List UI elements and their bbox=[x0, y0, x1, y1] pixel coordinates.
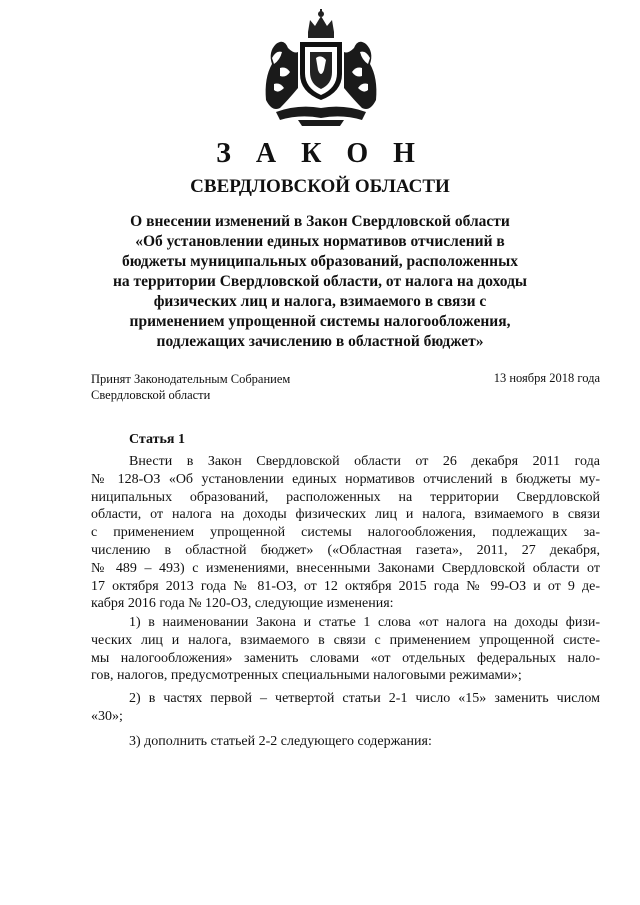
document-region-subtitle: СВЕРДЛОВСКОЙ ОБЛАСТИ bbox=[190, 176, 450, 197]
adoption-date: 13 ноября 2018 года bbox=[493, 371, 600, 385]
adopted-by-line: Свердловской области bbox=[91, 388, 211, 402]
paragraph-line: «30»; bbox=[91, 708, 123, 724]
heading-line: «Об установлении единых нормативов отчислений в bbox=[135, 233, 505, 250]
amendment-item-2 bbox=[91, 690, 600, 726]
paragraph-line: 2) в частях первой – четвертой статьи 2-1 число «15» заменить числом bbox=[129, 691, 600, 706]
paragraph-line: № 128-ОЗ «Об установлении единых нормативов отчислений в бюджеты му- bbox=[91, 471, 600, 487]
paragraph-line: 17 октября 2013 года № 81-ОЗ, от 12 октября 2015 года № 99-ОЗ и от 9 де- bbox=[91, 578, 600, 594]
article-title: Статья 1 bbox=[129, 432, 185, 447]
paragraph-line: мы налогообложения» заменить словами «от отдельных федеральных нало- bbox=[91, 650, 600, 666]
paragraph-line: числению в областной бюджет» («Областная газета», 2011, 27 декабря, bbox=[91, 542, 600, 558]
paragraph-line: области, от налога на доходы физических лиц и налога, взимаемого в связи bbox=[91, 507, 600, 523]
document-type-title: З А К О Н bbox=[216, 138, 424, 169]
paragraph-line: гов, налогов, предусмотренных специальными налоговыми режимами»; bbox=[91, 668, 522, 684]
amendment-item-3 bbox=[91, 733, 600, 751]
heading-line: физических лиц и налога, взимаемого в связи с bbox=[153, 293, 487, 310]
heading-line: подлежащих зачислению в областной бюджет» bbox=[156, 333, 484, 350]
article-intro-paragraph bbox=[91, 453, 600, 613]
paragraph-line: № 489 – 493) с изменениями, внесенными Законами Свердловской области от bbox=[91, 560, 600, 576]
adopted-by-block bbox=[91, 371, 290, 403]
paragraph-line: ниципальных образований, расположенных на территории Свердловской bbox=[91, 489, 600, 505]
adopted-by-line: Принят Законодательным Собранием bbox=[91, 372, 291, 386]
heading-line: на территории Свердловской области, от налога на доходы bbox=[112, 273, 528, 290]
heading-line: бюджеты муниципальных образований, расположенных bbox=[122, 253, 518, 270]
heading-line: применением упрощенной системы налогообложения, bbox=[129, 313, 511, 330]
paragraph-line: Внести в Закон Свердловской области от 26 декабря 2011 года bbox=[129, 454, 600, 469]
paragraph-line: кабря 2016 года № 120-ОЗ, следующие изменения: bbox=[91, 596, 394, 612]
coat-of-arms-emblem bbox=[258, 8, 384, 128]
law-heading bbox=[90, 212, 550, 352]
paragraph-line: 1) в наименовании Закона и статье 1 слова «от налога на доходы физи- bbox=[129, 615, 600, 630]
paragraph-line: ческих лиц и налога, взимаемого в связи с применением упрощенной систе- bbox=[91, 632, 600, 648]
paragraph-line: 3) дополнить статьей 2-2 следующего содержания: bbox=[129, 734, 432, 749]
paragraph-line: с применением упрощенной системы налогообложения, подлежащих за- bbox=[91, 525, 600, 541]
heading-line: О внесении изменений в Закон Свердловской области bbox=[130, 213, 510, 230]
amendment-item-1 bbox=[91, 614, 600, 685]
